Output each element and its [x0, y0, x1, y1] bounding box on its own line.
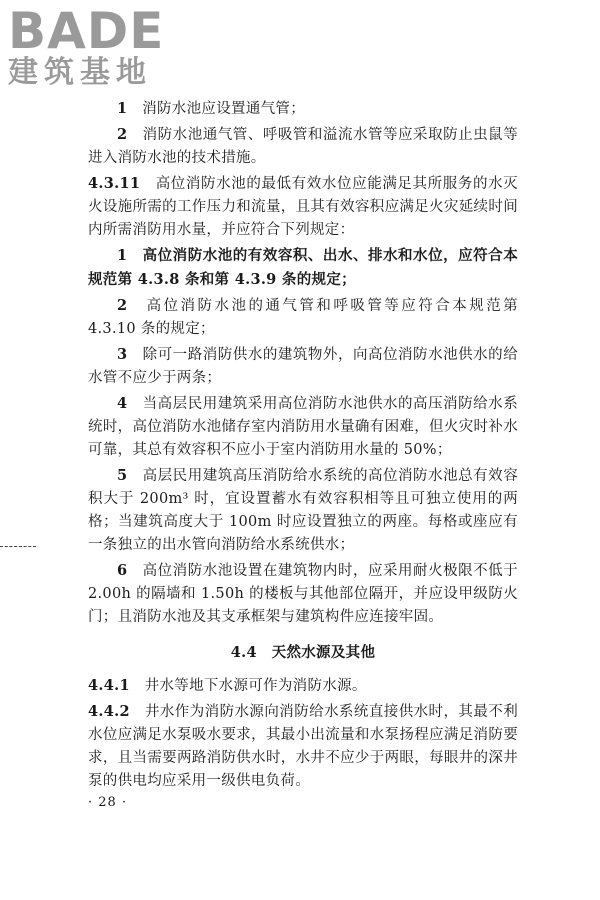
list-item — [88, 123, 518, 170]
paragraph-text: 除可一路消防供水的建筑物外，向高位消防水池供水的给水管不应少于两条； — [88, 347, 518, 386]
item-number: 2 — [117, 297, 128, 314]
item-number: 4 — [117, 395, 128, 412]
clause-number: 4.3.11 — [88, 175, 141, 192]
list-item — [88, 559, 518, 629]
paragraph-text: 高位消防水池的通气管和呼吸管等应符合本规范第 4.3.10 条的规定； — [88, 298, 518, 337]
clause-number: 4.4.2 — [88, 703, 130, 720]
item-number: 2 — [117, 126, 128, 143]
item-number: 5 — [117, 467, 128, 484]
list-item — [88, 294, 518, 341]
watermark-brand: BADE — [8, 2, 165, 60]
item-number: 6 — [117, 562, 128, 579]
section-heading: 4.4 天然水源及其他 — [230, 644, 376, 661]
paragraph-text: 高位消防水池的有效容积、出水、排水和水位，应符合本规范第 4.3.8 条和第 4.3.9 条的规定； — [88, 247, 518, 288]
list-item — [88, 343, 518, 390]
list-item — [88, 392, 518, 462]
margin-dash-mark — [0, 546, 36, 547]
item-number: 1 — [117, 247, 128, 264]
item-number: 1 — [117, 100, 128, 117]
paragraph-group-4-3 — [88, 97, 518, 629]
paragraph-text: 高层民用建筑高压消防给水系统的高位消防水池总有效容积大于 200m³ 时，宜设置蓄水有效容积相等且可独立使用的两格；当建筑高度大于 100m 时应设置独立的两座。每格或座应有一条独立的出水管向消防给水系统供水； — [88, 468, 518, 553]
paragraph-text: 高位消防水池设置在建筑物内时，应采用耐火极限不低于 2.00h 的隔墙和 1.50h 的楼板与其他部位隔开，并应设甲级防火门；且消防水池及其支承框架与建筑构件应连接牢固。 — [88, 563, 518, 625]
list-item — [88, 464, 518, 557]
clause-paragraph — [88, 700, 518, 793]
item-number: 3 — [117, 346, 128, 363]
paragraph-text: 井水作为消防水源向消防给水系统直接供水时，其最不利水位应满足水泵吸水要求，其最小出流量和水泵扬程应满足消防要求，且当需要两路消防供水时，水井不应少于两眼，每眼井的深井泵的供电均应采用一级供电负荷。 — [88, 704, 518, 789]
list-item — [88, 244, 518, 292]
clause-number: 4.4.1 — [88, 677, 130, 694]
watermark-logo — [8, 4, 183, 90]
watermark-subtitle: 建筑基地 — [8, 55, 152, 90]
paragraph-text: 当高层民用建筑采用高位消防水池供水的高压消防给水系统时，高位消防水池储存室内消防用水量确有困难，但火灾时补水可靠，其总有效容积不应小于室内消防用水量的 50%； — [88, 396, 518, 458]
paragraph-group-4-4 — [88, 674, 518, 793]
paragraph-text: 高位消防水池的最低有效水位应能满足其所服务的水灭火设施所需的工作压力和流量，且其有效容积应满足火灾延续时间内所需消防用水量，并应符合下列规定： — [88, 176, 518, 238]
clause-paragraph — [88, 674, 518, 698]
paragraph-text: 消防水池通气管、呼吸管和溢流水管等应采取防止虫鼠等进入消防水池的技术措施。 — [88, 127, 518, 166]
clause-paragraph — [88, 172, 518, 242]
list-item — [88, 97, 518, 121]
paragraph-text: 消防水池应设置通气管； — [142, 101, 306, 117]
document-body — [88, 97, 518, 795]
page-number: · 28 · — [88, 795, 128, 810]
paragraph-text: 井水等地下水源可作为消防水源。 — [144, 678, 367, 694]
